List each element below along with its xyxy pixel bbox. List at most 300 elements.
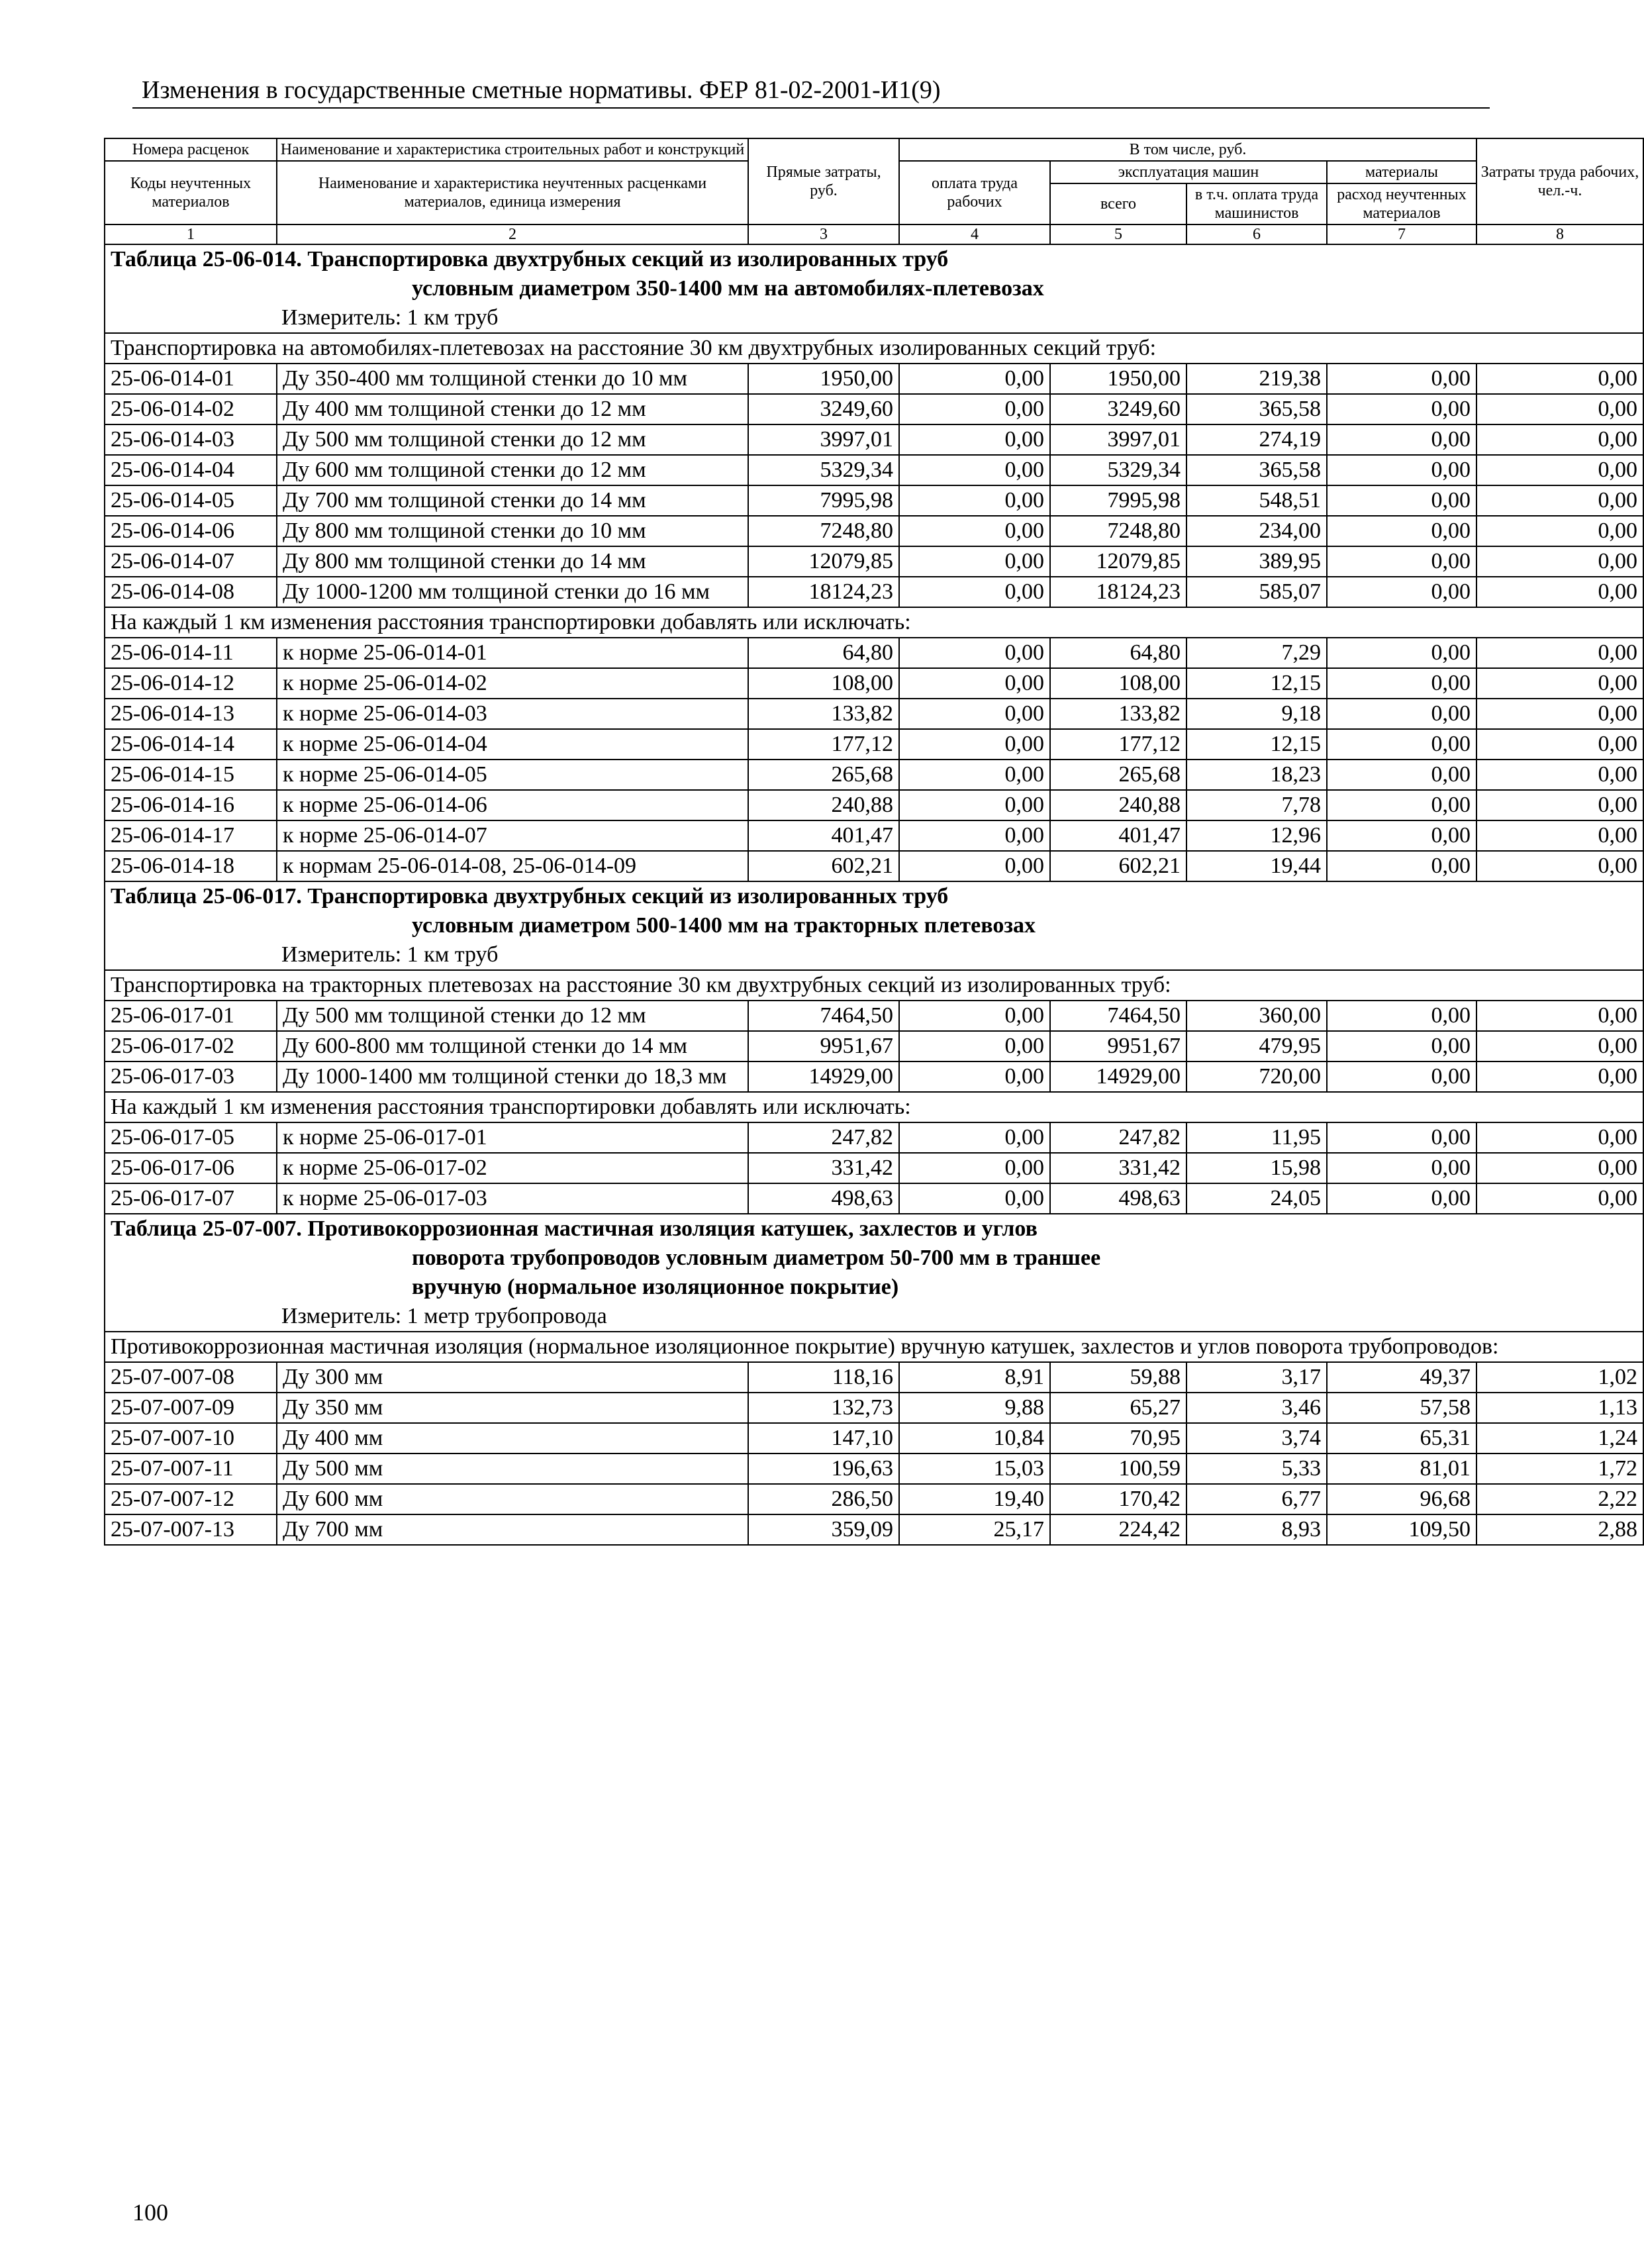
direct-costs: 498,63 <box>748 1183 899 1214</box>
page-title: Изменения в государственные сметные нормативы. ФЕР 81-02-2001-И1(9) <box>142 76 941 104</box>
rate-name: к норме 25-06-014-04 <box>277 729 748 760</box>
col-num: 2 <box>277 224 748 244</box>
col-name-bottom: Наименование и характеристика неучтенных расценками материалов, единица измерения <box>277 161 748 224</box>
direct-costs: 286,50 <box>748 1484 899 1514</box>
direct-costs: 3997,01 <box>748 424 899 455</box>
rate-code: 25-07-007-08 <box>105 1362 277 1393</box>
machinists-pay: 19,44 <box>1186 851 1327 881</box>
rate-code: 25-06-014-17 <box>105 820 277 851</box>
labor-costs: 0,00 <box>1476 455 1643 485</box>
labor-costs: 0,00 <box>1476 485 1643 516</box>
machines-total: 7464,50 <box>1050 1001 1186 1031</box>
labor-costs: 0,00 <box>1476 577 1643 607</box>
machines-total: 5329,34 <box>1050 455 1186 485</box>
machines-total: 7248,80 <box>1050 516 1186 546</box>
table-row <box>105 668 1643 699</box>
workers-pay: 0,00 <box>899 577 1050 607</box>
table-row <box>105 364 1643 394</box>
table-title-line: условным диаметром 350-1400 мм на автомобилях-плетевозах <box>412 276 1044 301</box>
materials-consumption: 0,00 <box>1327 851 1476 881</box>
table-title <box>105 1214 1643 1332</box>
direct-costs: 7464,50 <box>748 1001 899 1031</box>
rate-name: Ду 1000-1200 мм толщиной стенки до 16 мм <box>277 577 748 607</box>
table-row <box>105 394 1643 424</box>
labor-costs: 1,02 <box>1476 1362 1643 1393</box>
table-header <box>105 138 1643 244</box>
machinists-pay: 479,95 <box>1186 1031 1327 1061</box>
machinists-pay: 12,15 <box>1186 729 1327 760</box>
machines-total: 265,68 <box>1050 760 1186 790</box>
group-row <box>105 607 1643 638</box>
workers-pay: 0,00 <box>899 820 1050 851</box>
table-row <box>105 851 1643 881</box>
direct-costs: 18124,23 <box>748 577 899 607</box>
rate-code: 25-07-007-09 <box>105 1393 277 1423</box>
rate-name: к норме 25-06-017-03 <box>277 1183 748 1214</box>
machines-total: 59,88 <box>1050 1362 1186 1393</box>
workers-pay: 0,00 <box>899 516 1050 546</box>
page-number: 100 <box>132 2199 168 2226</box>
table-row <box>105 1362 1643 1393</box>
machines-total: 12079,85 <box>1050 546 1186 577</box>
col-machine-exploitation: эксплуатация машин <box>1050 161 1327 183</box>
machinists-pay: 12,15 <box>1186 668 1327 699</box>
labor-costs: 0,00 <box>1476 364 1643 394</box>
rate-code: 25-06-014-03 <box>105 424 277 455</box>
machinists-pay: 219,38 <box>1186 364 1327 394</box>
labor-costs: 0,00 <box>1476 851 1643 881</box>
rate-name: Ду 400 мм <box>277 1423 748 1454</box>
machines-total: 602,21 <box>1050 851 1186 881</box>
materials-consumption: 81,01 <box>1327 1454 1476 1484</box>
rate-name: Ду 800 мм толщиной стенки до 14 мм <box>277 546 748 577</box>
labor-costs: 1,24 <box>1476 1423 1643 1454</box>
direct-costs: 401,47 <box>748 820 899 851</box>
machinists-pay: 274,19 <box>1186 424 1327 455</box>
labor-costs: 0,00 <box>1476 1122 1643 1153</box>
table-row <box>105 424 1643 455</box>
machinists-pay: 18,23 <box>1186 760 1327 790</box>
machinists-pay: 365,58 <box>1186 455 1327 485</box>
materials-consumption: 0,00 <box>1327 760 1476 790</box>
labor-costs: 0,00 <box>1476 699 1643 729</box>
title-rule <box>132 107 1490 109</box>
workers-pay: 25,17 <box>899 1514 1050 1545</box>
machines-total: 64,80 <box>1050 638 1186 668</box>
direct-costs: 7995,98 <box>748 485 899 516</box>
materials-consumption: 0,00 <box>1327 424 1476 455</box>
direct-costs: 247,82 <box>748 1122 899 1153</box>
machinists-pay: 3,46 <box>1186 1393 1327 1423</box>
rate-code: 25-06-014-14 <box>105 729 277 760</box>
group-row <box>105 333 1643 364</box>
machinists-pay: 7,78 <box>1186 790 1327 820</box>
rate-code: 25-06-014-06 <box>105 516 277 546</box>
rate-name: Ду 600-800 мм толщиной стенки до 14 мм <box>277 1031 748 1061</box>
materials-consumption: 0,00 <box>1327 1153 1476 1183</box>
table-title-row <box>105 881 1643 970</box>
table-row <box>105 1122 1643 1153</box>
rate-code: 25-06-014-13 <box>105 699 277 729</box>
direct-costs: 9951,67 <box>748 1031 899 1061</box>
table-title-line: поворота трубопроводов условным диаметром 50-700 мм в траншее <box>412 1246 1101 1270</box>
table-row <box>105 1393 1643 1423</box>
machines-total: 224,42 <box>1050 1514 1186 1545</box>
machines-total: 3249,60 <box>1050 394 1186 424</box>
materials-consumption: 109,50 <box>1327 1514 1476 1545</box>
workers-pay: 0,00 <box>899 394 1050 424</box>
machinists-pay: 234,00 <box>1186 516 1327 546</box>
machines-total: 3997,01 <box>1050 424 1186 455</box>
col-codes-top: Номера расценок <box>105 138 277 161</box>
materials-consumption: 0,00 <box>1327 1183 1476 1214</box>
table-row <box>105 516 1643 546</box>
table-title-line: Таблица 25-06-017. Транспортировка двухтрубных секций из изолированных труб <box>111 884 949 909</box>
col-num: 3 <box>748 224 899 244</box>
machinists-pay: 8,93 <box>1186 1514 1327 1545</box>
table-row <box>105 1484 1643 1514</box>
labor-costs: 1,13 <box>1476 1393 1643 1423</box>
rate-name: к норме 25-06-017-01 <box>277 1122 748 1153</box>
labor-costs: 0,00 <box>1476 516 1643 546</box>
machines-total: 70,95 <box>1050 1423 1186 1454</box>
measure-unit: Измеритель: 1 км труб <box>281 942 499 967</box>
rate-name: Ду 500 мм <box>277 1454 748 1484</box>
table-title <box>105 244 1643 333</box>
rate-code: 25-06-014-07 <box>105 546 277 577</box>
rate-name: к норме 25-06-014-02 <box>277 668 748 699</box>
table-row <box>105 1423 1643 1454</box>
rate-code: 25-07-007-13 <box>105 1514 277 1545</box>
materials-consumption: 96,68 <box>1327 1484 1476 1514</box>
workers-pay: 0,00 <box>899 760 1050 790</box>
labor-costs: 0,00 <box>1476 820 1643 851</box>
machinists-pay: 720,00 <box>1186 1061 1327 1092</box>
table-title-line: Таблица 25-07-007. Противокоррозионная мастичная изоляция катушек, захлестов и углов <box>111 1216 1038 1241</box>
rate-name: к норме 25-06-014-07 <box>277 820 748 851</box>
labor-costs: 0,00 <box>1476 760 1643 790</box>
group-row <box>105 970 1643 1001</box>
rate-name: к норме 25-06-017-02 <box>277 1153 748 1183</box>
machinists-pay: 7,29 <box>1186 638 1327 668</box>
machines-total: 9951,67 <box>1050 1031 1186 1061</box>
workers-pay: 10,84 <box>899 1423 1050 1454</box>
table-row <box>105 1001 1643 1031</box>
rate-name: Ду 700 мм <box>277 1514 748 1545</box>
workers-pay: 0,00 <box>899 1153 1050 1183</box>
table-row <box>105 760 1643 790</box>
machines-total: 100,59 <box>1050 1454 1186 1484</box>
col-materials-consumption: расход неучтенных материалов <box>1327 183 1476 224</box>
machines-total: 170,42 <box>1050 1484 1186 1514</box>
rate-code: 25-07-007-12 <box>105 1484 277 1514</box>
table-title <box>105 881 1643 970</box>
rate-name: Ду 400 мм толщиной стенки до 12 мм <box>277 394 748 424</box>
col-direct-costs: Прямые затраты, руб. <box>748 138 899 224</box>
machines-total: 65,27 <box>1050 1393 1186 1423</box>
rate-code: 25-06-014-08 <box>105 577 277 607</box>
workers-pay: 0,00 <box>899 364 1050 394</box>
rate-code: 25-06-014-18 <box>105 851 277 881</box>
materials-consumption: 0,00 <box>1327 546 1476 577</box>
direct-costs: 133,82 <box>748 699 899 729</box>
materials-consumption: 0,00 <box>1327 729 1476 760</box>
table-row <box>105 1061 1643 1092</box>
machines-total: 177,12 <box>1050 729 1186 760</box>
materials-consumption: 57,58 <box>1327 1393 1476 1423</box>
labor-costs: 0,00 <box>1476 668 1643 699</box>
table-row <box>105 485 1643 516</box>
rate-code: 25-06-017-03 <box>105 1061 277 1092</box>
rate-name: Ду 700 мм толщиной стенки до 14 мм <box>277 485 748 516</box>
rate-code: 25-06-014-05 <box>105 485 277 516</box>
table-row <box>105 820 1643 851</box>
rate-name: Ду 500 мм толщиной стенки до 12 мм <box>277 1001 748 1031</box>
machinists-pay: 11,95 <box>1186 1122 1327 1153</box>
labor-costs: 0,00 <box>1476 729 1643 760</box>
rate-code: 25-06-017-01 <box>105 1001 277 1031</box>
direct-costs: 3249,60 <box>748 394 899 424</box>
direct-costs: 177,12 <box>748 729 899 760</box>
rate-code: 25-07-007-11 <box>105 1454 277 1484</box>
rate-code: 25-06-017-07 <box>105 1183 277 1214</box>
labor-costs: 0,00 <box>1476 1031 1643 1061</box>
col-machinists-pay: в т.ч. оплата труда машинистов <box>1186 183 1327 224</box>
machines-total: 240,88 <box>1050 790 1186 820</box>
direct-costs: 132,73 <box>748 1393 899 1423</box>
machinists-pay: 15,98 <box>1186 1153 1327 1183</box>
workers-pay: 0,00 <box>899 729 1050 760</box>
rate-code: 25-06-017-02 <box>105 1031 277 1061</box>
table-row <box>105 577 1643 607</box>
materials-consumption: 65,31 <box>1327 1423 1476 1454</box>
table-row <box>105 1183 1643 1214</box>
machines-total: 133,82 <box>1050 699 1186 729</box>
labor-costs: 0,00 <box>1476 790 1643 820</box>
machines-total: 18124,23 <box>1050 577 1186 607</box>
labor-costs: 0,00 <box>1476 1001 1643 1031</box>
direct-costs: 196,63 <box>748 1454 899 1484</box>
direct-costs: 240,88 <box>748 790 899 820</box>
rate-name: Ду 800 мм толщиной стенки до 10 мм <box>277 516 748 546</box>
direct-costs: 12079,85 <box>748 546 899 577</box>
table-row <box>105 638 1643 668</box>
workers-pay: 0,00 <box>899 851 1050 881</box>
rate-name: к норме 25-06-014-01 <box>277 638 748 668</box>
materials-consumption: 0,00 <box>1327 394 1476 424</box>
machinists-pay: 6,77 <box>1186 1484 1327 1514</box>
materials-consumption: 0,00 <box>1327 577 1476 607</box>
rate-name: к норме 25-06-014-05 <box>277 760 748 790</box>
workers-pay: 0,00 <box>899 546 1050 577</box>
table-row <box>105 790 1643 820</box>
materials-consumption: 49,37 <box>1327 1362 1476 1393</box>
rate-code: 25-06-014-04 <box>105 455 277 485</box>
rate-name: Ду 1000-1400 мм толщиной стенки до 18,3 мм <box>277 1061 748 1092</box>
workers-pay: 0,00 <box>899 1061 1050 1092</box>
table-title-line: условным диаметром 500-1400 мм на тракторных плетевозах <box>412 913 1036 938</box>
direct-costs: 1950,00 <box>748 364 899 394</box>
col-num: 5 <box>1050 224 1186 244</box>
materials-consumption: 0,00 <box>1327 699 1476 729</box>
rate-name: к нормам 25-06-014-08, 25-06-014-09 <box>277 851 748 881</box>
rate-name: Ду 300 мм <box>277 1362 748 1393</box>
machinists-pay: 389,95 <box>1186 546 1327 577</box>
rate-name: к норме 25-06-014-03 <box>277 699 748 729</box>
rate-code: 25-06-017-05 <box>105 1122 277 1153</box>
group-caption: На каждый 1 км изменения расстояния транспортировки добавлять или исключать: <box>105 607 1643 638</box>
materials-consumption: 0,00 <box>1327 1122 1476 1153</box>
direct-costs: 64,80 <box>748 638 899 668</box>
rates-table <box>104 138 1644 1546</box>
col-name-top: Наименование и характеристика строительных работ и конструкций <box>277 138 748 161</box>
machinists-pay: 12,96 <box>1186 820 1327 851</box>
labor-costs: 1,72 <box>1476 1454 1643 1484</box>
materials-consumption: 0,00 <box>1327 516 1476 546</box>
materials-consumption: 0,00 <box>1327 364 1476 394</box>
workers-pay: 9,88 <box>899 1393 1050 1423</box>
group-caption: Транспортировка на автомобилях-плетевозах на расстояние 30 км двухтрубных изолированных секций труб: <box>105 333 1643 364</box>
machines-total: 14929,00 <box>1050 1061 1186 1092</box>
labor-costs: 2,22 <box>1476 1484 1643 1514</box>
materials-consumption: 0,00 <box>1327 1031 1476 1061</box>
table-row <box>105 1031 1643 1061</box>
group-caption: Транспортировка на тракторных плетевозах на расстояние 30 км двухтрубных секций из изолированных труб: <box>105 970 1643 1001</box>
materials-consumption: 0,00 <box>1327 1001 1476 1031</box>
machinists-pay: 24,05 <box>1186 1183 1327 1214</box>
measure-unit: Измеритель: 1 км труб <box>281 305 499 330</box>
machines-total: 498,63 <box>1050 1183 1186 1214</box>
table-row <box>105 699 1643 729</box>
group-caption: На каждый 1 км изменения расстояния транспортировки добавлять или исключать: <box>105 1092 1643 1122</box>
col-num: 1 <box>105 224 277 244</box>
materials-consumption: 0,00 <box>1327 668 1476 699</box>
labor-costs: 0,00 <box>1476 638 1643 668</box>
machinists-pay: 585,07 <box>1186 577 1327 607</box>
table-row <box>105 1153 1643 1183</box>
machinists-pay: 360,00 <box>1186 1001 1327 1031</box>
workers-pay: 0,00 <box>899 455 1050 485</box>
rate-code: 25-06-014-15 <box>105 760 277 790</box>
rate-code: 25-06-014-12 <box>105 668 277 699</box>
direct-costs: 118,16 <box>748 1362 899 1393</box>
table-title-line: вручную (нормальное изоляционное покрытие) <box>412 1275 899 1299</box>
table-title-line: Таблица 25-06-014. Транспортировка двухтрубных секций из изолированных труб <box>111 247 949 271</box>
machinists-pay: 3,74 <box>1186 1423 1327 1454</box>
labor-costs: 2,88 <box>1476 1514 1643 1545</box>
machines-total: 331,42 <box>1050 1153 1186 1183</box>
materials-consumption: 0,00 <box>1327 790 1476 820</box>
materials-consumption: 0,00 <box>1327 638 1476 668</box>
direct-costs: 265,68 <box>748 760 899 790</box>
machinists-pay: 365,58 <box>1186 394 1327 424</box>
workers-pay: 0,00 <box>899 638 1050 668</box>
workers-pay: 0,00 <box>899 1031 1050 1061</box>
materials-consumption: 0,00 <box>1327 820 1476 851</box>
direct-costs: 359,09 <box>748 1514 899 1545</box>
workers-pay: 0,00 <box>899 699 1050 729</box>
machines-total: 7995,98 <box>1050 485 1186 516</box>
workers-pay: 0,00 <box>899 668 1050 699</box>
direct-costs: 7248,80 <box>748 516 899 546</box>
col-num: 4 <box>899 224 1050 244</box>
direct-costs: 108,00 <box>748 668 899 699</box>
materials-consumption: 0,00 <box>1327 455 1476 485</box>
table-title-row <box>105 1214 1643 1332</box>
rate-name: Ду 600 мм толщиной стенки до 12 мм <box>277 455 748 485</box>
labor-costs: 0,00 <box>1476 394 1643 424</box>
workers-pay: 0,00 <box>899 790 1050 820</box>
rate-name: к норме 25-06-014-06 <box>277 790 748 820</box>
rate-code: 25-06-014-01 <box>105 364 277 394</box>
workers-pay: 0,00 <box>899 1122 1050 1153</box>
col-codes-bottom: Коды неучтенных материалов <box>105 161 277 224</box>
labor-costs: 0,00 <box>1476 546 1643 577</box>
labor-costs: 0,00 <box>1476 1183 1643 1214</box>
direct-costs: 602,21 <box>748 851 899 881</box>
group-row <box>105 1092 1643 1122</box>
table-title-row <box>105 244 1643 333</box>
rate-code: 25-06-014-02 <box>105 394 277 424</box>
machines-total: 1950,00 <box>1050 364 1186 394</box>
workers-pay: 0,00 <box>899 424 1050 455</box>
col-workers-pay: оплата труда рабочих <box>899 161 1050 224</box>
col-labor-costs: Затраты труда рабочих, чел.-ч. <box>1476 138 1643 224</box>
measure-unit: Измеритель: 1 метр трубопровода <box>281 1304 607 1328</box>
rate-name: Ду 350-400 мм толщиной стенки до 10 мм <box>277 364 748 394</box>
materials-consumption: 0,00 <box>1327 1061 1476 1092</box>
table-row <box>105 546 1643 577</box>
col-machines-total: всего <box>1050 183 1186 224</box>
workers-pay: 19,40 <box>899 1484 1050 1514</box>
group-caption: Противокоррозионная мастичная изоляция (нормальное изоляционное покрытие) вручную катушек, захлестов и углов поворота трубопроводов: <box>105 1332 1643 1362</box>
machinists-pay: 9,18 <box>1186 699 1327 729</box>
labor-costs: 0,00 <box>1476 424 1643 455</box>
machines-total: 247,82 <box>1050 1122 1186 1153</box>
rate-name: Ду 500 мм толщиной стенки до 12 мм <box>277 424 748 455</box>
materials-consumption: 0,00 <box>1327 485 1476 516</box>
machinists-pay: 548,51 <box>1186 485 1327 516</box>
col-num: 8 <box>1476 224 1643 244</box>
workers-pay: 15,03 <box>899 1454 1050 1484</box>
workers-pay: 0,00 <box>899 485 1050 516</box>
table-row <box>105 455 1643 485</box>
table-row <box>105 729 1643 760</box>
rate-code: 25-06-014-11 <box>105 638 277 668</box>
col-materials-group: материалы <box>1327 161 1476 183</box>
labor-costs: 0,00 <box>1476 1061 1643 1092</box>
direct-costs: 147,10 <box>748 1423 899 1454</box>
col-num: 7 <box>1327 224 1476 244</box>
workers-pay: 8,91 <box>899 1362 1050 1393</box>
rate-name: Ду 350 мм <box>277 1393 748 1423</box>
workers-pay: 0,00 <box>899 1001 1050 1031</box>
machines-total: 401,47 <box>1050 820 1186 851</box>
rate-code: 25-06-017-06 <box>105 1153 277 1183</box>
col-num: 6 <box>1186 224 1327 244</box>
table-row <box>105 1514 1643 1545</box>
direct-costs: 331,42 <box>748 1153 899 1183</box>
machinists-pay: 3,17 <box>1186 1362 1327 1393</box>
table-row <box>105 1454 1643 1484</box>
rate-name: Ду 600 мм <box>277 1484 748 1514</box>
labor-costs: 0,00 <box>1476 1153 1643 1183</box>
direct-costs: 14929,00 <box>748 1061 899 1092</box>
machines-total: 108,00 <box>1050 668 1186 699</box>
rate-code: 25-07-007-10 <box>105 1423 277 1454</box>
direct-costs: 5329,34 <box>748 455 899 485</box>
rate-code: 25-06-014-16 <box>105 790 277 820</box>
